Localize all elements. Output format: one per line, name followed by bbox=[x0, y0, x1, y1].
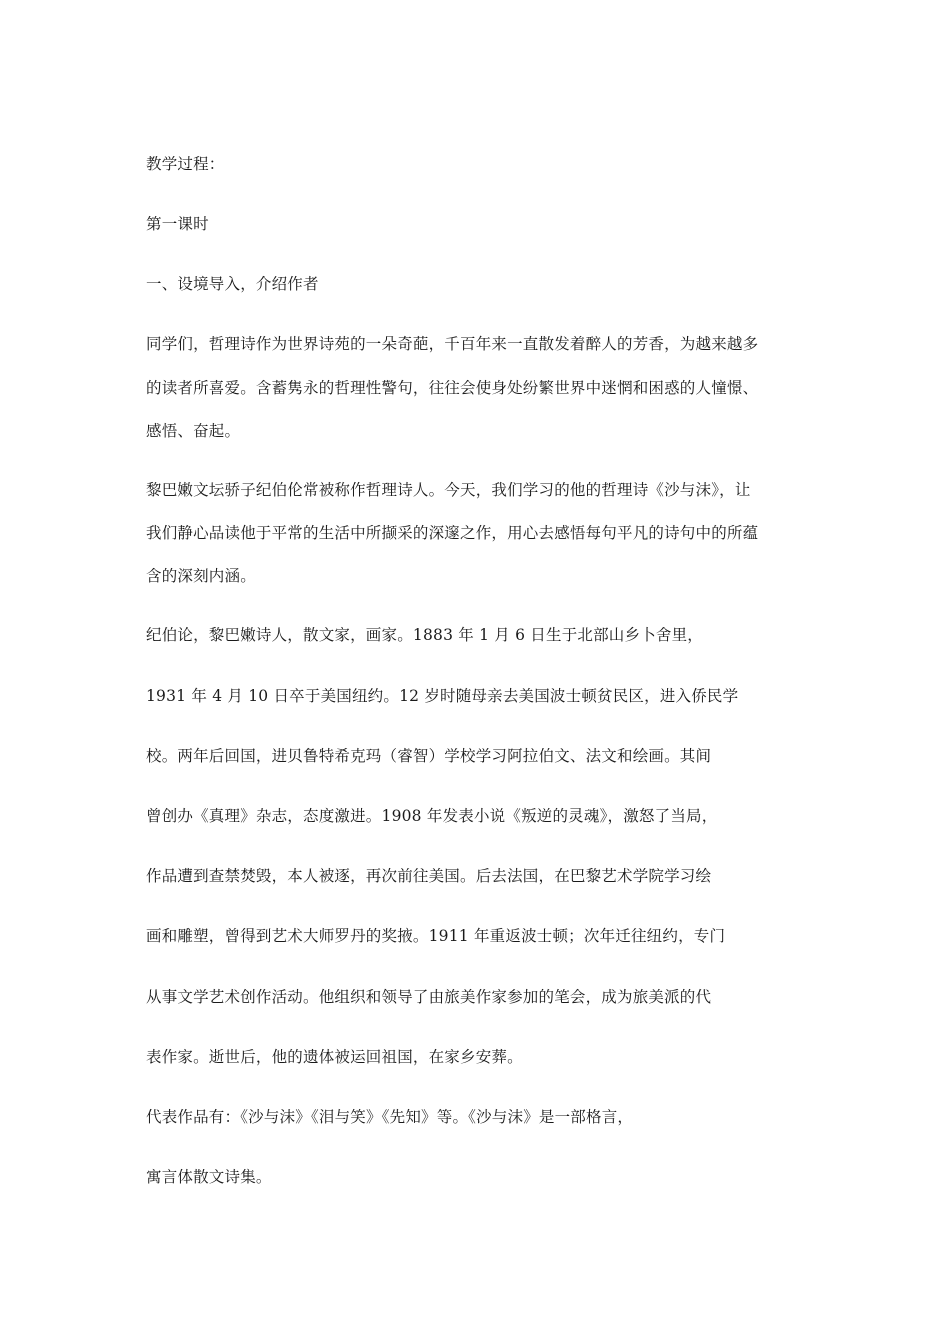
paragraph-intro-line: 同学们，哲理诗作为世界诗苑的一朵奇葩，千百年来一直散发着醉人的芳香，为越来越多 bbox=[146, 335, 759, 353]
heading-teaching-process: 教学过程： bbox=[146, 155, 225, 173]
works-line: 寓言体散文诗集。 bbox=[146, 1168, 272, 1186]
paragraph-gibran-line: 黎巴嫩文坛骄子纪伯伦常被称作哲理诗人。今天，我们学习的他的哲理诗《沙与沫》，让 bbox=[146, 481, 751, 499]
paragraph-intro-line: 感悟、奋起。 bbox=[146, 422, 241, 440]
biography-line: 从事文学艺术创作活动。他组织和领导了由旅美作家参加的笔会，成为旅美派的代 bbox=[146, 988, 712, 1006]
biography-line: 画和雕塑，曾得到艺术大师罗丹的奖掖。1911 年重返波士顿；次年迁往纽约，专门 bbox=[146, 927, 726, 945]
biography-line: 校。两年后回国，进贝鲁特希克玛（睿智）学校学习阿拉伯文、法文和绘画。其间 bbox=[146, 747, 712, 765]
biography-line: 作品遭到查禁焚毁，本人被逐，再次前往美国。后去法国，在巴黎艺术学院学习绘 bbox=[146, 867, 712, 885]
heading-first-lesson: 第一课时 bbox=[146, 215, 209, 233]
biography-line: 曾创办《真理》杂志，态度激进。1908 年发表小说《叛逆的灵魂》，激怒了当局， bbox=[146, 807, 718, 825]
section-title-introduction: 一、设境导入，介绍作者 bbox=[146, 275, 319, 293]
paragraph-gibran-line: 我们静心品读他于平常的生活中所撷采的深邃之作，用心去感悟每句平凡的诗句中的所蕴 bbox=[146, 524, 759, 542]
biography-line: 1931 年 4 月 10 日卒于美国纽约。12 岁时随母亲去美国波士顿贫民区，进入侨民学 bbox=[146, 687, 739, 705]
paragraph-gibran-line: 含的深刻内涵。 bbox=[146, 567, 256, 585]
paragraph-intro-line: 的读者所喜爱。含蓄隽永的哲理性警句，往往会使身处纷繁世界中迷惘和困惑的人憧憬、 bbox=[146, 379, 759, 397]
works-line: 代表作品有：《沙与沫》《泪与笑》《先知》等。《沙与沫》是一部格言， bbox=[146, 1108, 634, 1126]
biography-line: 表作家。逝世后，他的遗体被运回祖国，在家乡安葬。 bbox=[146, 1048, 523, 1066]
biography-line: 纪伯论，黎巴嫩诗人，散文家，画家。1883 年 1 月 6 日生于北部山乡卜舍里， bbox=[146, 626, 704, 644]
